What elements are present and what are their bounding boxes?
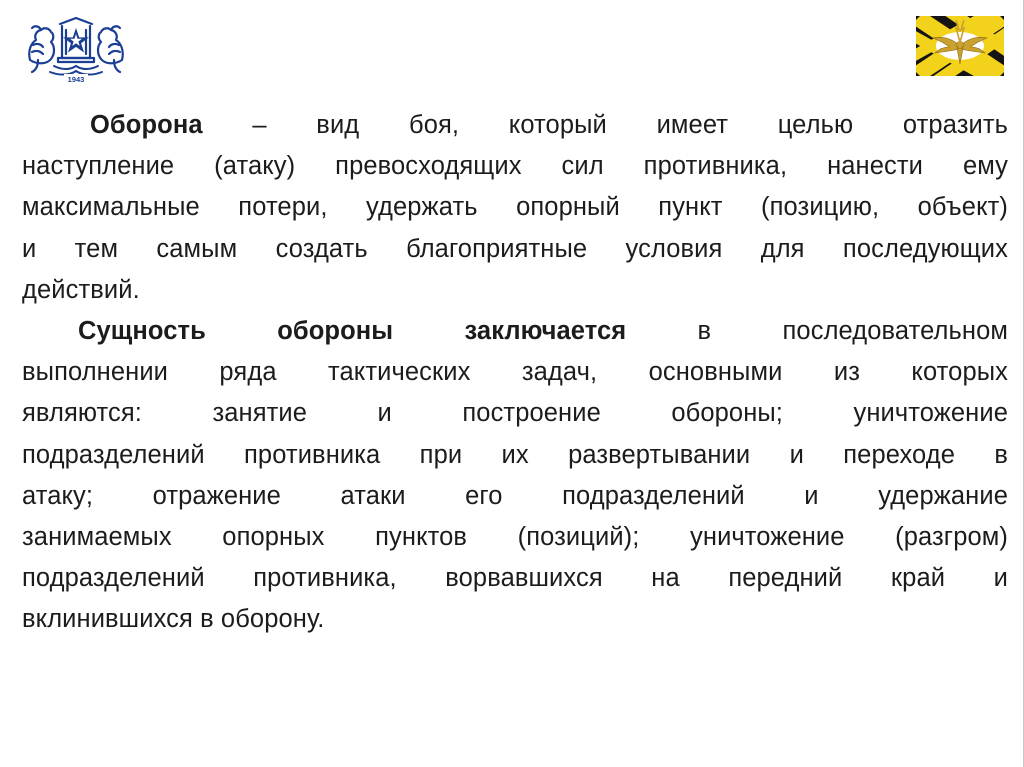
text-line: наступление (атаку) превосходящих сил противника, нанести ему <box>22 152 1008 181</box>
term-bold: Сущность обороны заключается <box>78 316 627 345</box>
text-line: максимальные потери, удержать опорный пункт (позицию, объект) <box>22 193 1008 222</box>
text-line: подразделений противника, ворвавшихся на передний край и <box>22 564 1008 593</box>
text-line: атаку; отражение атаки его подразделений и удержание <box>22 481 1008 510</box>
signal-troops-emblem-logo <box>916 16 1004 76</box>
definition-text <box>22 105 1008 640</box>
text-line: и тем самым создать благоприятные условия для последующих <box>22 234 1008 263</box>
text-line: выполнении ряда тактических задач, основными из которых <box>22 358 1008 387</box>
text-line: подразделений противника при их развертывании и переходе в <box>22 440 1008 469</box>
logo-year: 1943 <box>67 75 85 84</box>
text-line: занимаемых опорных пунктов (позиций); уничтожение (разгром) <box>22 522 1008 551</box>
text-line: Оборона – вид боя, который имеет целью отразить <box>90 111 1008 139</box>
text-line: действий. <box>22 275 140 304</box>
text-line: вклинившихся в оборону. <box>22 605 325 634</box>
university-emblem-logo <box>24 14 128 84</box>
term-bold: Оборона <box>90 111 203 139</box>
text-line: являются: занятие и построение обороны; уничтожение <box>22 399 1008 428</box>
text-line: Сущность обороны заключается в последовательном <box>78 316 1008 345</box>
